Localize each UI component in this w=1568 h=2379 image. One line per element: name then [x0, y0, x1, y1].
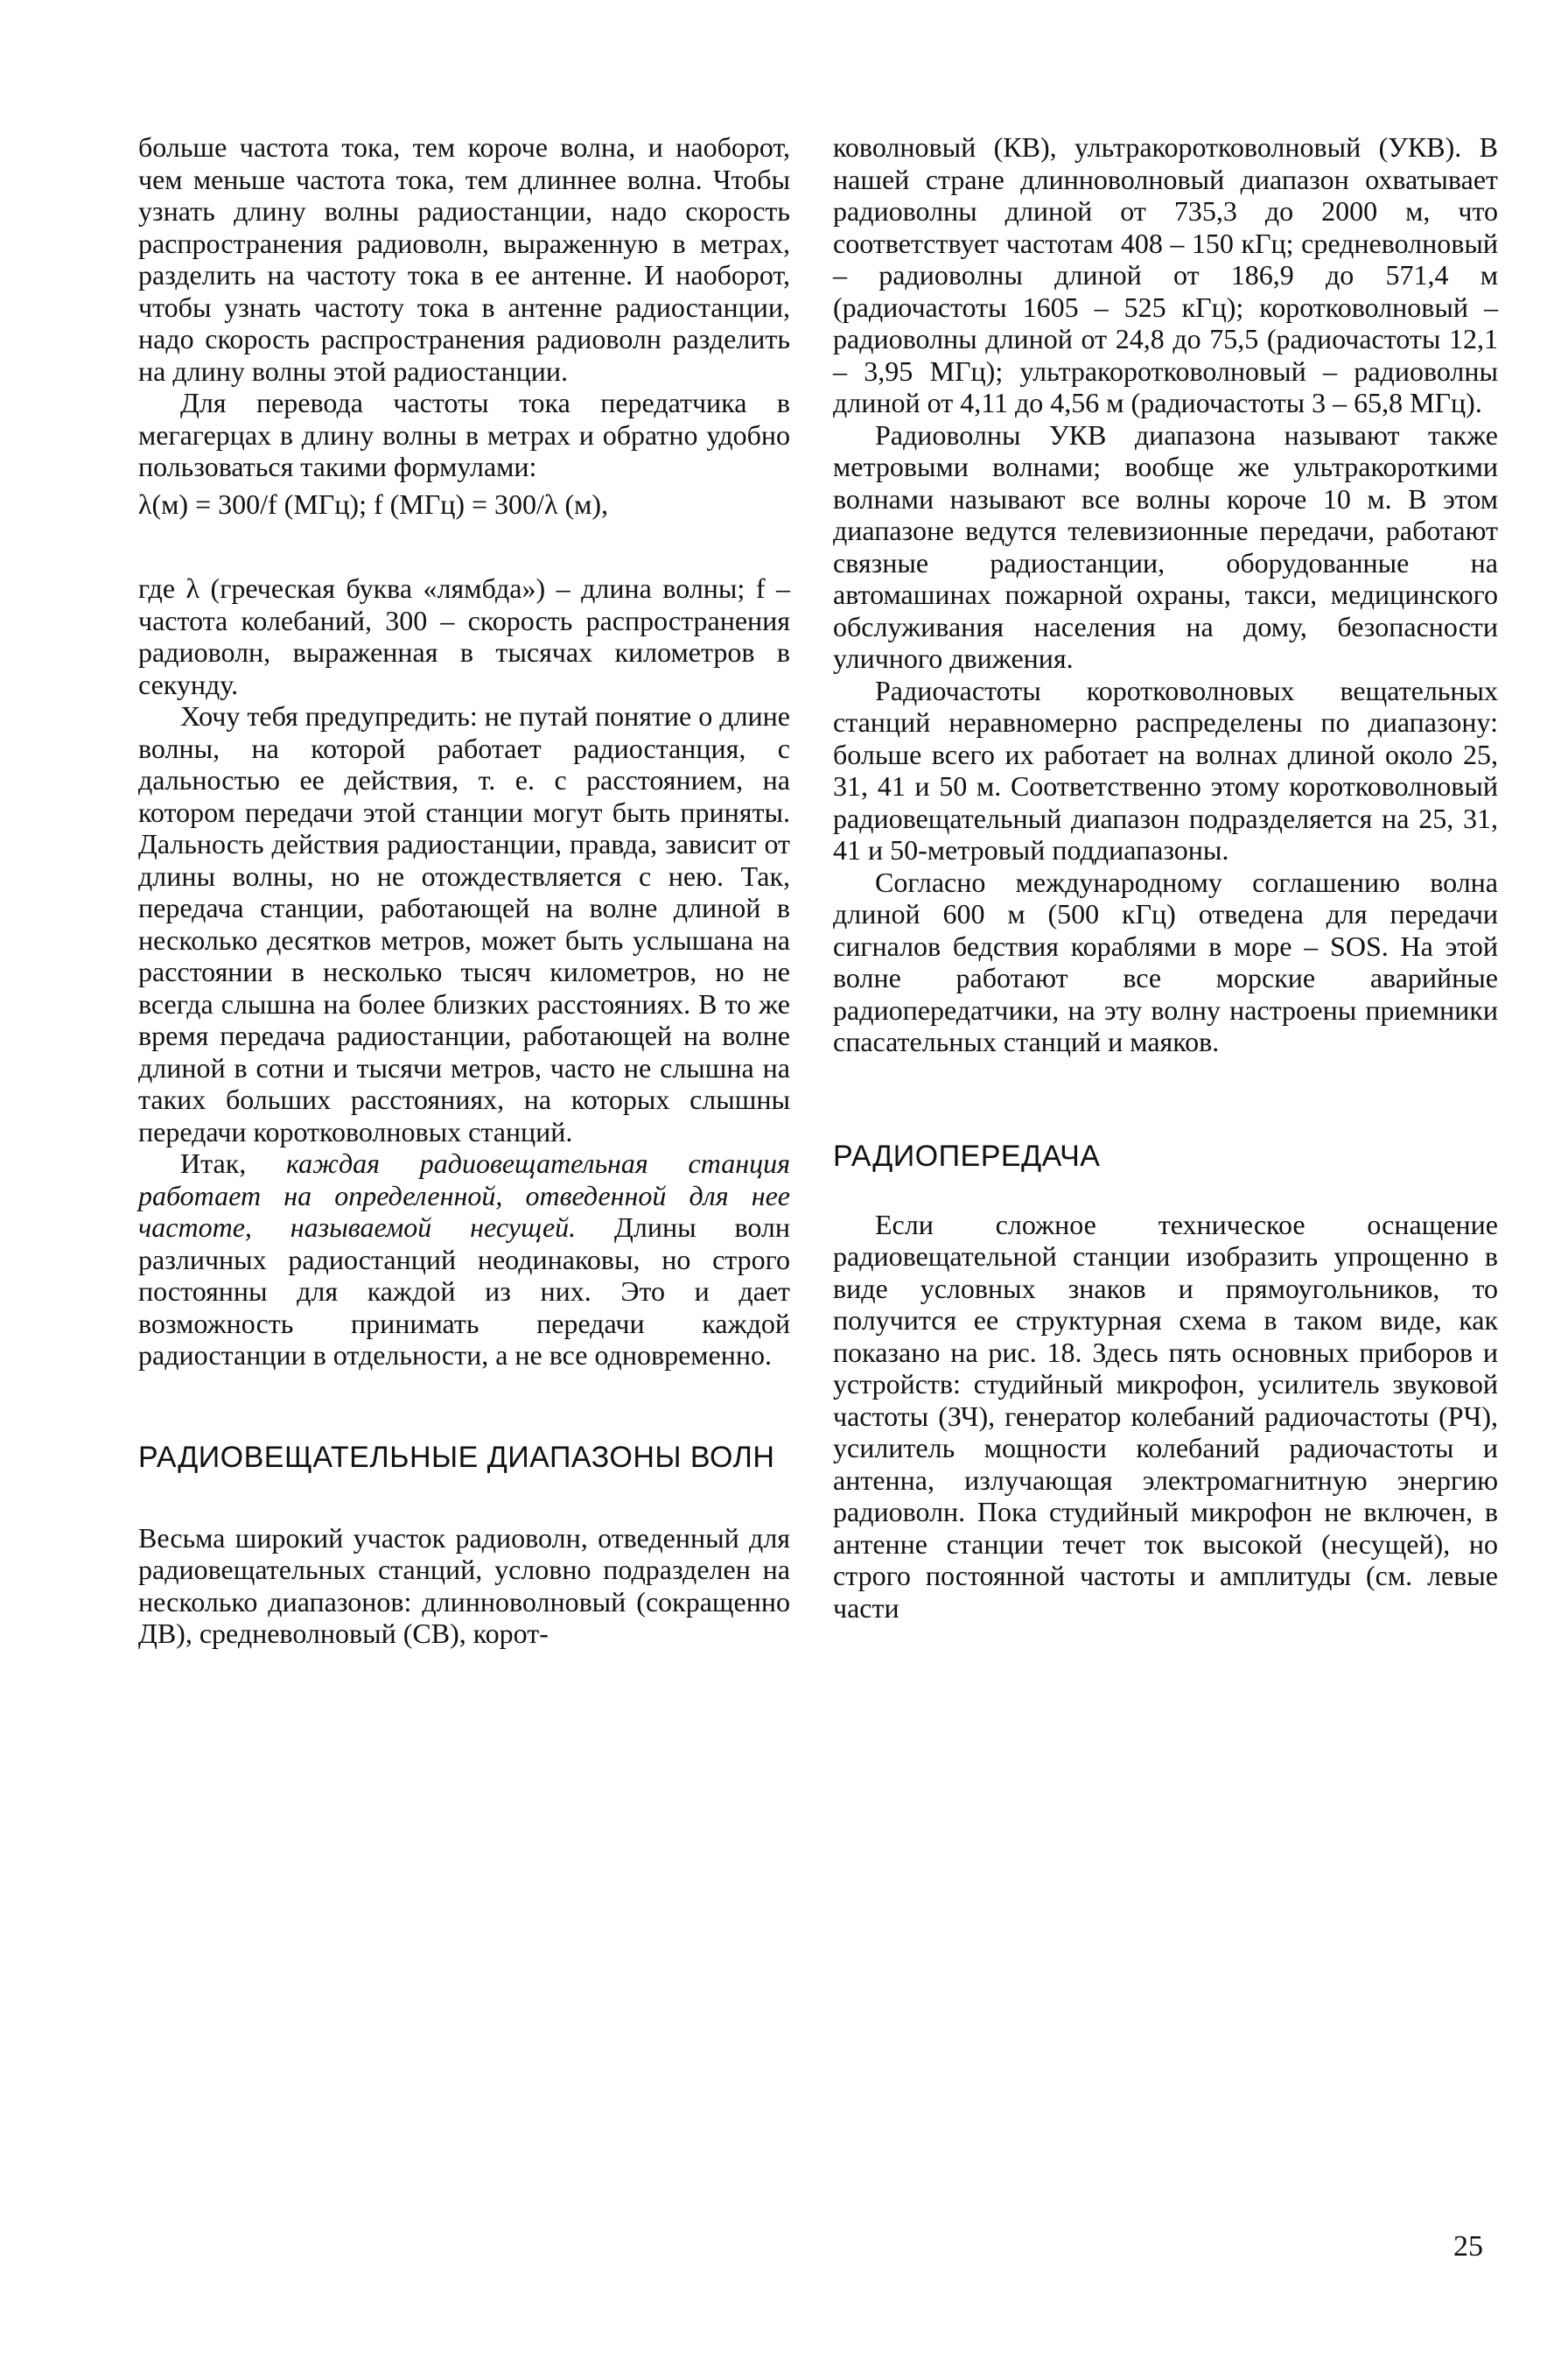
paragraph-station-structure: Если сложное техническое оснащение радиовещательной станции изобразить упрощенно в виде условных знаков и прямоугольников, то получится ее структурная схема в таком виде, как показано на рис. 18. Здесь пять основных приборов и устройств: студийный микрофон, усилитель звуковой частоты (ЗЧ), генератор колебаний радиочастоты (РЧ), усилитель мощности колебаний радиочастоты и антенна, излучающая электромагнитную энергию радиоволн. Пока студийный микрофон не включен, в антенне станции течет ток высокой (несущей), но строго постоянной частоты и амплитуды (см. левые части	[833, 1208, 1498, 1624]
carrier-text-start: Итак,	[180, 1147, 286, 1179]
left-column	[138, 131, 790, 1650]
paragraph-conversion-intro: Для перевода частоты тока передатчика в мегагерцах в длину волны в метрах и обратно удобно пользоваться такими формулами:	[138, 387, 790, 482]
paragraph-formula-legend: где λ (греческая буква «лямбда») – длина волны; f – частота колебаний, 300 – скорость распространения радиоволн, выраженная в тысячах километров в секунду.	[138, 572, 790, 700]
right-column	[833, 131, 1498, 1624]
carrier-text-end: Длины волн различных радиостанций неодинаковы, но строго постоянны для каждой из них. Это и дает возможность принимать передачи каждой радиостанции в отдельности, а не все одновременно.	[138, 1211, 790, 1371]
paragraph-carrier-frequency	[138, 1147, 790, 1372]
page-number: 25	[1453, 2230, 1483, 2263]
formula-wavelength: λ(м) = 300/f (МГц); f (МГц) = 300/λ (м),	[138, 488, 609, 520]
paragraph-sos-frequency: Согласно международному соглашению волна длиной 600 м (500 кГц) отведена для передачи сигналов бедствия кораблями в море – SOS. На этой волне работают все морские аварийные радиопередатчики, на эту волну настроены приемники спасательных станций и маяков.	[833, 866, 1498, 1057]
paragraph-band-ranges: коволновый (КВ), ультракоротковолновый (УКВ). В нашей стране длинноволновый диапазон охватывает радиоволны длиной от 735,3 до 2000 м, что соответствует частотам 408 – 150 кГц; средневолновый – радиоволны длиной от 186,9 до 571,4 м (радиочастоты 1605 – 525 кГц); коротковолновый – радиоволны длиной от 24,8 до 75,5 (радиочастоты 12,1 – 3,95 МГц); ультракоротковолновый – радиоволны длиной от 4,11 до 4,56 м (радиочастоты 3 – 65,8 МГц).	[833, 131, 1498, 418]
paragraph-vhf-band: Радиоволны УКВ диапазона называют также метровыми волнами; вообще же ультракороткими волнами называют все волны короче 10 м. В этом диапазоне ведутся телевизионные передачи, работают связные радиостанции, оборудованные на автомашинах пожарной охраны, такси, медицинского обслуживания населения на дому, безопасности уличного движения.	[833, 418, 1498, 674]
section-heading-radio-transmission: РАДИОПЕРЕДАЧА	[833, 1139, 1101, 1173]
paragraph-range-warning: Хочу тебя предупредить: не путай понятие о длине волны, на которой работает радиостанция, с дальностью ее действия, т. е. с расстоянием, на котором передачи этой станции могут быть приняты. Дальность действия радиостанции, правда, зависит от длины волны, но не отождествляется с нею. Так, передача станции, работающей на волне длиной в несколько десятков метров, может быть услышана на расстоянии в несколько тысяч километров, но не всегда слышна на более близких расстояниях. В то же время передача радиостанции, работающей на волне длиной в сотни и тысячи метров, часто не слышна на таких больших расстояниях, на которых слышны передачи коротковолновых станций.	[138, 700, 790, 1147]
paragraph-wavelength-frequency: больше частота тока, тем короче волна, и наоборот, чем меньше частота тока, тем длиннее волна. Чтобы узнать длину волны радиостанции, надо скорость распространения радиоволн, выраженную в метрах, разделить на частоту тока в ее антенне. И наоборот, чтобы узнать частоту тока в антенне радиостанции, надо скорость распространения радиоволн разделить на длину волны этой радиостанции.	[138, 131, 790, 387]
paragraph-shortwave-subbands: Радиочастоты коротковолновых вещательных станций неравномерно распределены по диапазону: больше всего их работает на волнах длиной около 25, 31, 41 и 50 м. Соответственно этому коротковолновый радиовещательный диапазон подразделяется на 25, 31, 41 и 50-метровый поддиапазоны.	[833, 674, 1498, 866]
section-heading-broadcast-bands: РАДИОВЕЩАТЕЛЬНЫЕ ДИАПАЗОНЫ ВОЛН	[138, 1440, 775, 1474]
carrier-italic-definition: каждая радиовещательная станция работает на определенной, отведенной для нее частоте, называемой несущей.	[138, 1147, 790, 1243]
paragraph-bands-intro: Весьма широкий участок радиоволн, отведенный для радиовещательных станций, условно подразделен на несколько диапазонов: длинноволновый (сокращенно ДВ), средневолновый (СВ), корот-	[138, 1521, 790, 1649]
